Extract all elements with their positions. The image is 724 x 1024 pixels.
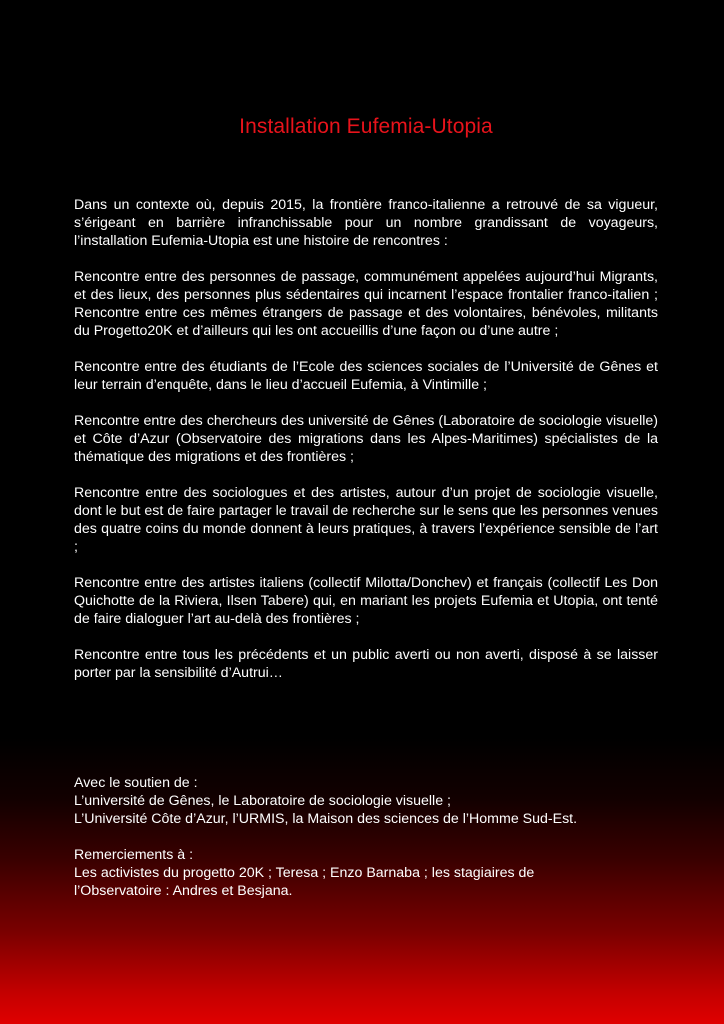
encounter-paragraph-students: Rencontre entre des étudiants de l’Ecole des sciences sociales de l’Université de Gênes et leur terrain d’enquête, dans le lieu d’accueil Eufemia, à Vintimille ;	[74, 359, 658, 393]
encounter-paragraph-researchers: Rencontre entre des chercheurs des université de Gênes (Laboratoire de sociologie visuelle) et Côte d’Azur (Observatoire des migrations dans les Alpes-Maritimes) spécialistes de la thématique des migrations et des frontières ;	[74, 413, 658, 465]
intro-paragraph: Dans un contexte où, depuis 2015, la frontière franco-italienne a retrouvé de sa vigueur, s’érigeant en barrière infranchissable pour un nombre grandissant de voyageurs, l’installation Eufemia-Utopia est une histoire de rencontres :	[74, 197, 658, 249]
document-body	[74, 196, 658, 700]
thanks-line: Les activistes du progetto 20K ; Teresa ; Enzo Barnaba ; les stagiaires de	[74, 865, 535, 881]
credits-section	[74, 774, 658, 918]
encounter-paragraph-public: Rencontre entre tous les précédents et un public averti ou non averti, disposé à se laisser porter par la sensibilité d’Autrui…	[74, 647, 658, 681]
thanks-line: l’Observatoire : Andres et Besjana.	[74, 883, 293, 899]
support-line: L’université de Gênes, le Laboratoire de sociologie visuelle ;	[74, 793, 451, 809]
thanks-heading: Remerciements à :	[74, 847, 194, 863]
thanks-block	[74, 846, 658, 900]
encounter-paragraph-migrants: Rencontre entre des personnes de passage, communément appelées aujourd’hui Migrants, et des lieux, des personnes plus sédentaires qui incarnent l’espace frontalier franco-italien ; Rencontre entre ces mêmes étrangers de passage et des volontaires, bénévoles, militants du Progetto20K et d’ailleurs qui les ont accueillis d’une façon ou d’une autre ;	[74, 269, 658, 339]
support-line: L’Université Côte d’Azur, l’URMIS, la Maison des sciences de l’Homme Sud-Est.	[74, 811, 578, 827]
encounter-paragraph-artists: Rencontre entre des artistes italiens (collectif Milotta/Donchev) et français (collectif Les Don Quichotte de la Riviera, Ilsen Tabere) qui, en mariant les projets Eufemia et Utopia, ont tenté de faire dialoguer l’art au-delà des frontières ;	[74, 575, 658, 627]
encounter-paragraph-sociologists: Rencontre entre des sociologues et des artistes, autour d’un projet de sociologie visuelle, dont le but est de faire partager le travail de recherche sur le sens que les personnes venues des quatre coins du monde donnent à leurs pratiques, à travers l’expérience sensible de l’art ;	[74, 485, 658, 555]
support-heading: Avec le soutien de :	[74, 775, 198, 791]
document-title: Installation Eufemia-Utopia	[239, 115, 493, 138]
support-block	[74, 774, 658, 828]
